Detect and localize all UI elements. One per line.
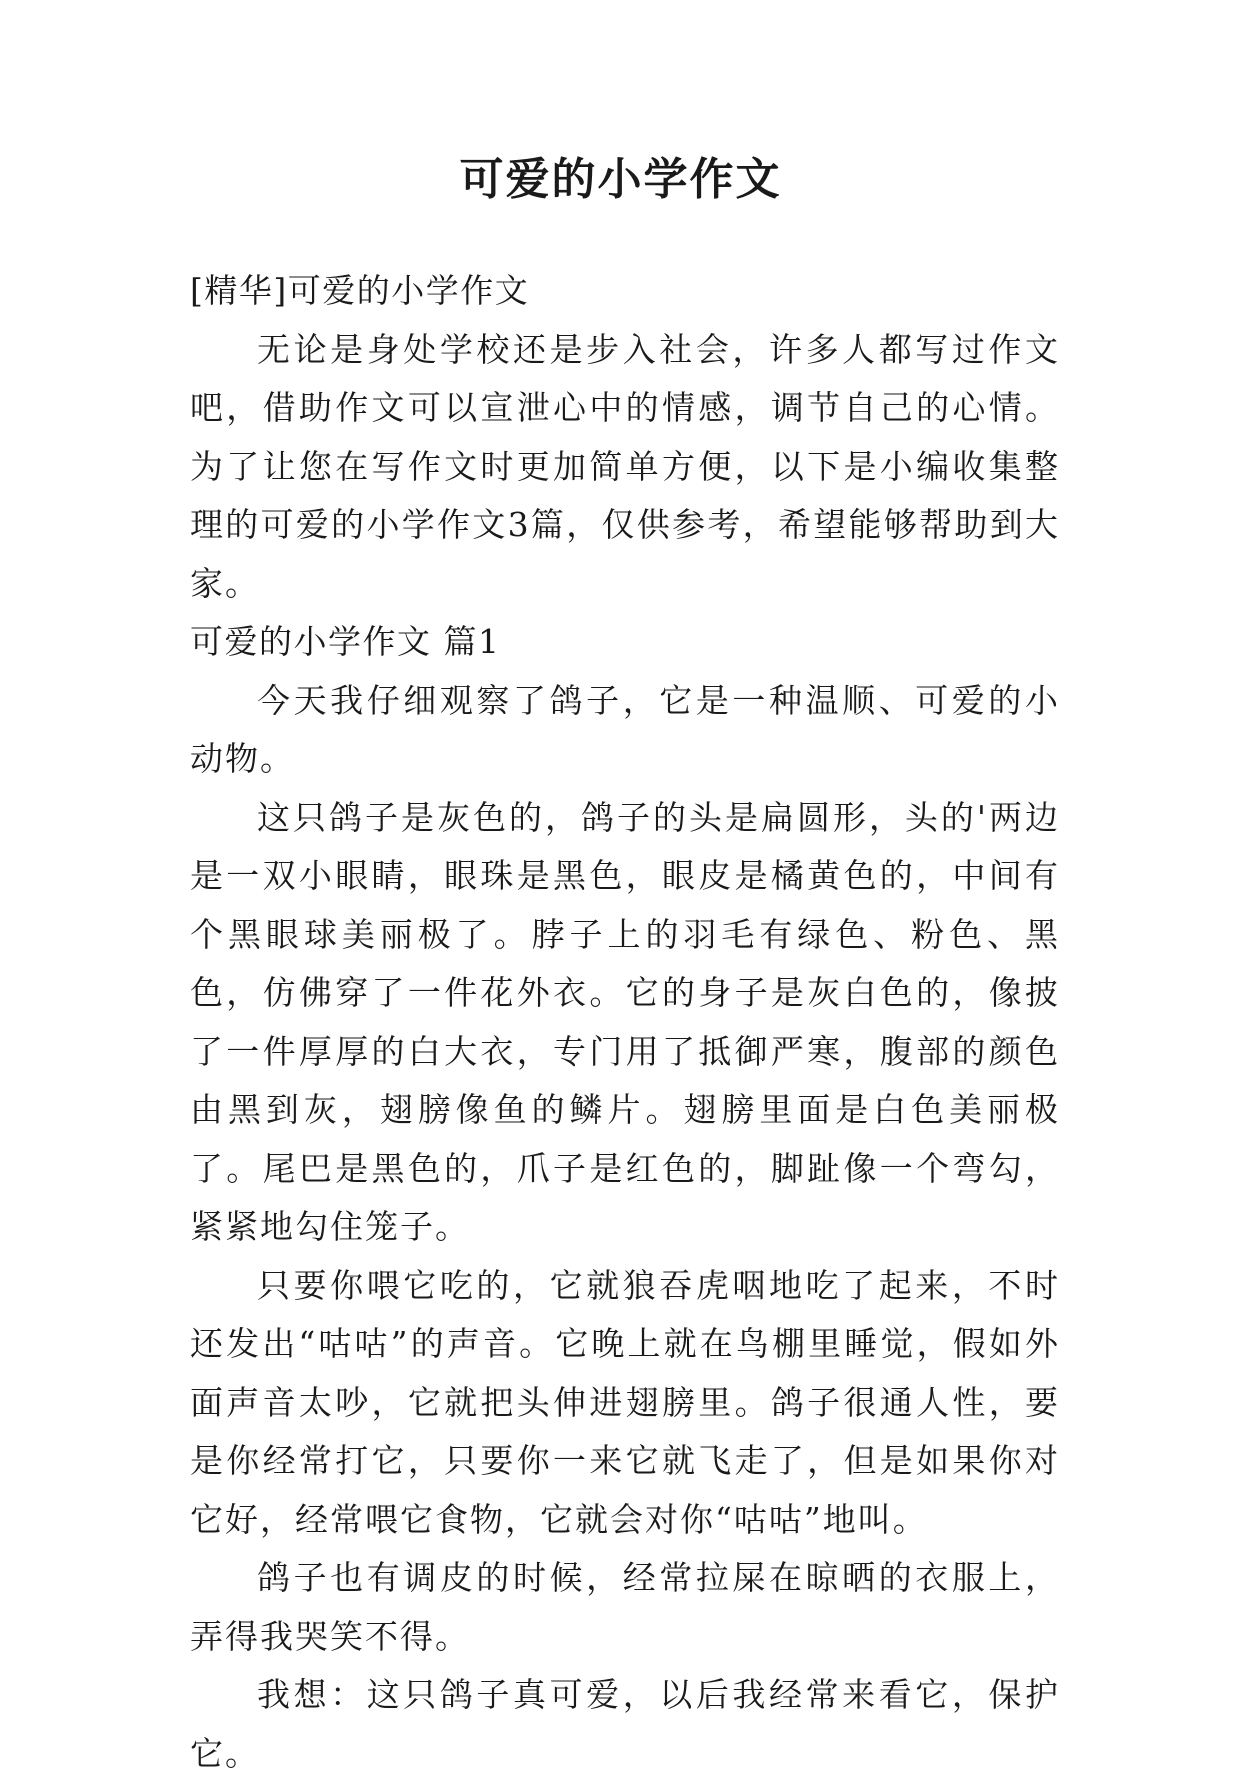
body-paragraph-5: 我想：这只鸽子真可爱，以后我经常来看它，保护它。 xyxy=(190,1675,1060,1773)
subtitle-line: [精华]可爱的小学作文 xyxy=(190,271,530,310)
body-paragraph-1: 今天我仔细观察了鸽子，它是一种温顺、可爱的小动物。 xyxy=(190,680,1060,778)
section-heading: 可爱的小学作文 篇1 xyxy=(190,622,501,661)
page-title: 可爱的小学作文 xyxy=(459,154,782,205)
document-body xyxy=(190,262,1060,1783)
body-paragraph-4: 鸽子也有调皮的时候，经常拉屎在晾晒的衣服上，弄得我哭笑不得。 xyxy=(190,1558,1060,1656)
body-paragraph-3: 只要你喂它吃的，它就狼吞虎咽地吃了起来，不时还发出“咕咕”的声音。它晚上就在鸟棚里睡觉，假如外面声音太吵，它就把头伸进翅膀里。鸽子很通人性，要是你经常打它，只要你一来它就飞走了，但是如果你对它好，经常喂它食物，它就会对你“咕咕”地叫。 xyxy=(190,1265,1060,1539)
body-paragraph-2: 这只鸽子是灰色的，鸽子的头是扁圆形，头的'两边是一双小眼睛，眼珠是黑色，眼皮是橘黄色的，中间有个黑眼球美丽极了。脖子上的羽毛有绿色、粉色、黑色，仿佛穿了一件花外衣。它的身子是灰白色的，像披了一件厚厚的白大衣，专门用了抵御严寒，腹部的颜色由黑到灰，翅膀像鱼的鳞片。翅膀里面是白色美丽极了。尾巴是黑色的，爪子是红色的，脚趾像一个弯勾，紧紧地勾住笼子。 xyxy=(190,797,1060,1246)
intro-paragraph: 无论是身处学校还是步入社会，许多人都写过作文吧，借助作文可以宣泄心中的情感，调节自己的心情。为了让您在写作文时更加简单方便，以下是小编收集整理的可爱的小学作文3篇，仅供参考，希望能够帮助到大家。 xyxy=(190,329,1060,603)
